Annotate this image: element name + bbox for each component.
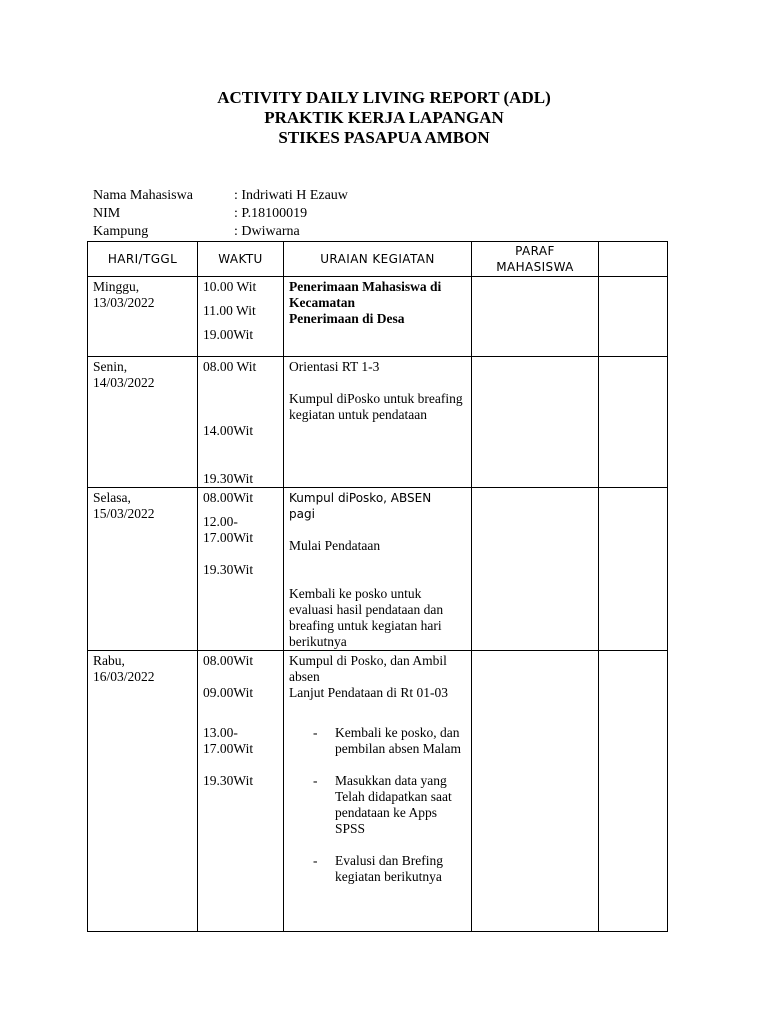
activity-cell <box>284 277 472 357</box>
time-entry: 11.00 Wit <box>203 303 256 318</box>
bullet-dash: - <box>313 725 318 740</box>
title-line-2: PRAKTIK KERJA LAPANGAN <box>264 108 504 127</box>
bullet-item <box>289 725 466 757</box>
table-row <box>88 277 668 357</box>
info-row-name <box>93 187 348 205</box>
title-line-3: STIKES PASAPUA AMBON <box>278 128 490 147</box>
table-row <box>88 651 668 932</box>
day-name: Minggu, <box>93 279 140 294</box>
day-name: Rabu, <box>93 653 125 668</box>
time-entry: 19.30Wit <box>203 773 254 788</box>
time-cell <box>198 651 284 932</box>
title-line-1: ACTIVITY DAILY LIVING REPORT (ADL) <box>217 88 551 107</box>
bullet-item <box>289 773 466 837</box>
time-cell <box>198 277 284 357</box>
activity-cell <box>284 488 472 651</box>
day-cell <box>88 277 198 357</box>
day-date: 13/03/2022 <box>93 295 155 310</box>
name-label: Nama Mahasiswa <box>93 188 193 203</box>
time-entry: 19.00Wit <box>203 327 254 342</box>
time-entry: 10.00 Wit <box>203 279 257 294</box>
time-entry: 12.00- <box>203 514 238 529</box>
activity-cell <box>284 651 472 932</box>
day-cell <box>88 357 198 488</box>
header-extra <box>599 242 668 277</box>
signature-cell <box>472 357 599 488</box>
day-cell <box>88 488 198 651</box>
header-uraian: URAIAN KEGIATAN <box>284 242 472 277</box>
signature-cell <box>472 277 599 357</box>
time-cell <box>198 357 284 488</box>
day-name: Senin, <box>93 359 128 374</box>
student-info <box>93 187 348 241</box>
activity-entry: pagi <box>289 507 315 521</box>
kampung-label: Kampung <box>93 224 149 239</box>
activity-entry: Kumpul diPosko untuk breafing kegiatan untuk pendataan <box>289 391 463 422</box>
activity-table <box>87 241 668 932</box>
bullet-item <box>289 853 466 885</box>
table-row <box>88 357 668 488</box>
extra-cell <box>599 357 668 488</box>
extra-cell <box>599 488 668 651</box>
header-paraf: PARAF MAHASISWA <box>472 242 599 277</box>
name-value: : Indriwati H Ezauw <box>234 188 348 203</box>
activity-entry: Orientasi RT 1-3 <box>289 359 380 374</box>
bullet-text: Kembali ke posko, dan pembilan absen Malam <box>335 725 461 756</box>
time-cell <box>198 488 284 651</box>
activity-entry: Penerimaan di Desa <box>289 311 405 326</box>
time-entry: 17.00Wit <box>203 530 254 545</box>
header-waktu: WAKTU <box>198 242 284 277</box>
table-row <box>88 488 668 651</box>
signature-cell <box>472 488 599 651</box>
time-entry: 08.00Wit <box>203 653 254 668</box>
info-row-kampung <box>93 223 348 241</box>
day-cell <box>88 651 198 932</box>
info-row-nim <box>93 205 348 223</box>
time-entry: 13.00- <box>203 725 238 740</box>
bullet-text: Masukkan data yang Telah didapatkan saat pendataan ke Apps SPSS <box>335 773 452 836</box>
table-header-row <box>88 242 668 277</box>
time-entry: 17.00Wit <box>203 741 254 756</box>
time-entry: 08.00 Wit <box>203 359 257 374</box>
activity-entry: Kumpul diPosko, ABSEN <box>289 491 432 505</box>
time-entry: 08.00Wit <box>203 490 254 505</box>
nim-label: NIM <box>93 206 121 221</box>
time-entry: 09.00Wit <box>203 685 254 700</box>
activity-entry: Mulai Pendataan <box>289 538 381 553</box>
extra-cell <box>599 277 668 357</box>
header-hari: HARI/TGGL <box>88 242 198 277</box>
day-date: 14/03/2022 <box>93 375 155 390</box>
signature-cell <box>472 651 599 932</box>
extra-cell <box>599 651 668 932</box>
bullet-text: Evalusi dan Brefing kegiatan berikutnya <box>335 853 443 884</box>
nim-value: : P.18100019 <box>234 206 308 221</box>
report-title <box>0 88 768 148</box>
activity-entry: Kumpul di Posko, dan Ambil absen <box>289 653 447 684</box>
day-name: Selasa, <box>93 490 131 505</box>
bullet-dash: - <box>313 773 318 788</box>
activity-entry: Lanjut Pendataan di Rt 01-03 <box>289 685 448 700</box>
time-entry: 14.00Wit <box>203 423 254 438</box>
activity-entry: Kembali ke posko untuk evaluasi hasil pendataan dan breafing untuk kegiatan hari berikutnya <box>289 586 444 649</box>
bullet-dash: - <box>313 853 318 868</box>
activity-cell <box>284 357 472 488</box>
kampung-value: : Dwiwarna <box>234 224 300 239</box>
day-date: 16/03/2022 <box>93 669 155 684</box>
time-entry: 19.30Wit <box>203 471 254 486</box>
day-date: 15/03/2022 <box>93 506 155 521</box>
activity-entry: Penerimaan Mahasiswa di Kecamatan <box>289 279 442 310</box>
time-entry: 19.30Wit <box>203 562 254 577</box>
